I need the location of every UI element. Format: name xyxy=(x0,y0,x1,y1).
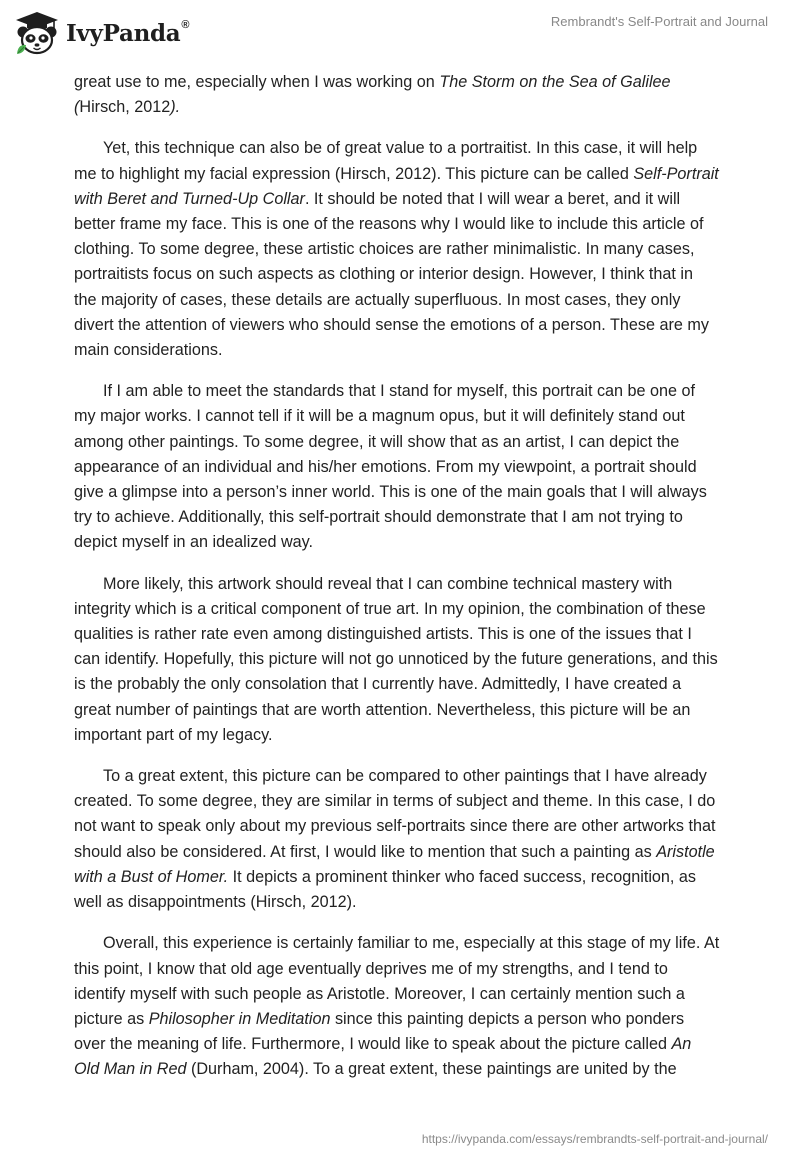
registered-mark: ® xyxy=(181,18,190,31)
artwork-title: The Storm on the Sea of Galilee xyxy=(439,73,671,91)
essay-body xyxy=(74,70,720,1099)
panda-graduate-icon xyxy=(14,10,60,56)
paragraph-3: If I am able to meet the standards that I stand for myself, this portrait can be one of my major works. I cannot tell if it will be a magnum opus, but it will definitely stand out among other paintings. To some degree, it will show that as an artist, I can depict the appearance of an individual and his/her emotions. From my viewpoint, a portrait should give a glimpse into a person’s inner world. This is one of the main goals that I will always try to achieve. Additionally, this self-portrait should demonstrate that I am not trying to depict myself in an idealized way. xyxy=(74,382,707,552)
artwork-title: An Old Man in Red xyxy=(74,1035,692,1079)
paragraph-1: great use to me, especially when I was working on The Storm on the Sea of Galilee (Hirsch, 2012). xyxy=(74,73,671,117)
logo[interactable] xyxy=(14,8,189,58)
paragraph-2: Yet, this technique can also be of great value to a portraitist. In this case, it will help me to highlight my facial expression (Hirsch, 2012). This picture can be called Self-Portrait with Beret and Turned-Up Collar. It should be noted that I will wear a beret, and it will better frame my face. This is one of the reasons why I would like to include this article of clothing. To some degree, these artistic choices are rather minimalistic. In many cases, portraitists focus on such aspects as clothing or interior design. However, I think that in the majority of cases, these details are actually superfluous. In most cases, they only divert the attention of viewers who should sense the emotions of a person. These are my main considerations. xyxy=(74,139,719,360)
brand-name: IvyPanda® xyxy=(66,18,190,47)
page-header xyxy=(0,0,800,62)
artwork-title: Aristotle with a Bust of Homer. xyxy=(74,842,715,886)
source-url[interactable]: https://ivypanda.com/essays/rembrandts-self-portrait-and-journal/ xyxy=(421,1132,768,1146)
paragraph-6: Overall, this experience is certainly familiar to me, especially at this stage of my life. At this point, I know that old age eventually deprives me of my strengths, and I tend to identify myself with such people as Aristotle. Moreover, I can certainly mention such a picture as Philosopher in Meditation since this painting depicts a person who ponders over the meaning of life. Furthermore, I would like to speak about the picture called An Old Man in Red (Durham, 2004). To a great extent, these paintings are united by the xyxy=(74,934,720,1079)
document-title: Rembrandt's Self-Portrait and Journal xyxy=(550,14,768,29)
paragraph-4: More likely, this artwork should reveal that I can combine technical mastery with integrity which is a critical component of true art. In my opinion, the combination of these qualities is rather rate even among distinguished artists. This is one of the issues that I can identify. Hopefully, this picture will not go unnoticed by the future generations, and this is the probably the only consolation that I currently have. Admittedly, I have created a great number of paintings that are worth attention. Nevertheless, this picture will be an important part of my legacy. xyxy=(74,574,718,744)
paragraph-5: To a great extent, this picture can be compared to other paintings that I have already created. To some degree, they are similar in terms of subject and theme. In this case, I do not want to speak only about my previous self-portraits since there are other artworks that should also be considered. At first, I would like to mention that such a painting as Aristotle with a Bust of Homer. It depicts a prominent thinker who faced success, recognition, as well as disappointments (Hirsch, 2012). xyxy=(74,767,716,912)
artwork-title: Philosopher in Meditation xyxy=(148,1009,331,1028)
artwork-title: Self-Portrait with Beret and Turned-Up Collar xyxy=(74,164,719,208)
